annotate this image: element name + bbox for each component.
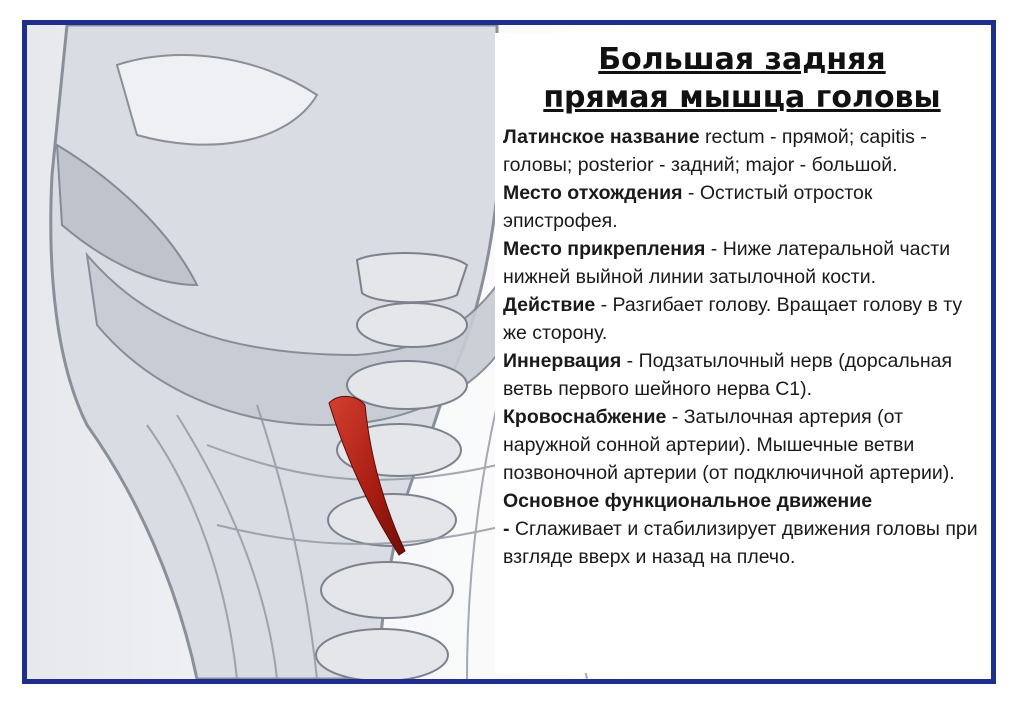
insertion-label: Место прикрепления xyxy=(503,238,706,260)
insertion-paragraph xyxy=(503,235,989,291)
blood-supply-text: - Затылочная артерия (от наружной сонной артерии). Мышечные ветви позвоночной артерии (от подключичной артерии). xyxy=(503,406,955,484)
insertion-text: - Ниже латеральной части нижней выйной линии затылочной кости. xyxy=(503,238,951,288)
slide-frame xyxy=(22,20,996,684)
title-line-2: прямая мышца головы xyxy=(543,80,941,115)
origin-label: Место отхождения xyxy=(503,182,683,204)
description-body xyxy=(495,123,995,571)
innervation-paragraph xyxy=(503,347,989,403)
movement-paragraph xyxy=(503,487,989,571)
blood-supply-paragraph xyxy=(503,403,989,487)
action-text: - Разгибает голову. Вращает голову в ту же сторону. xyxy=(503,294,963,344)
innervation-text: - Подзатылочный нерв (дорсальная ветвь первого шейного нерва С1). xyxy=(503,350,953,400)
latin-name-text: rectum - прямой; capitis - головы; posterior - задний; major - большой. xyxy=(503,126,927,176)
latin-name-paragraph xyxy=(503,123,989,179)
movement-text: Сглаживает и стабилизирует движения головы при взгляде вверх и назад на плечо. xyxy=(503,518,978,568)
page-title xyxy=(495,41,995,117)
action-label: Действие xyxy=(503,294,596,316)
blood-supply-label: Кровоснабжение xyxy=(503,406,667,428)
origin-text: - Остистый отросток эпистрофея. xyxy=(503,182,873,232)
movement-label: Основное функциональное движение xyxy=(503,490,873,512)
origin-paragraph xyxy=(503,179,989,235)
action-paragraph xyxy=(503,291,989,347)
movement-dash: - xyxy=(503,518,510,540)
latin-name-label: Латинское название xyxy=(503,126,700,148)
description-panel xyxy=(495,33,995,673)
innervation-label: Иннервация xyxy=(503,350,622,372)
title-line-1: Большая задняя xyxy=(598,42,886,77)
